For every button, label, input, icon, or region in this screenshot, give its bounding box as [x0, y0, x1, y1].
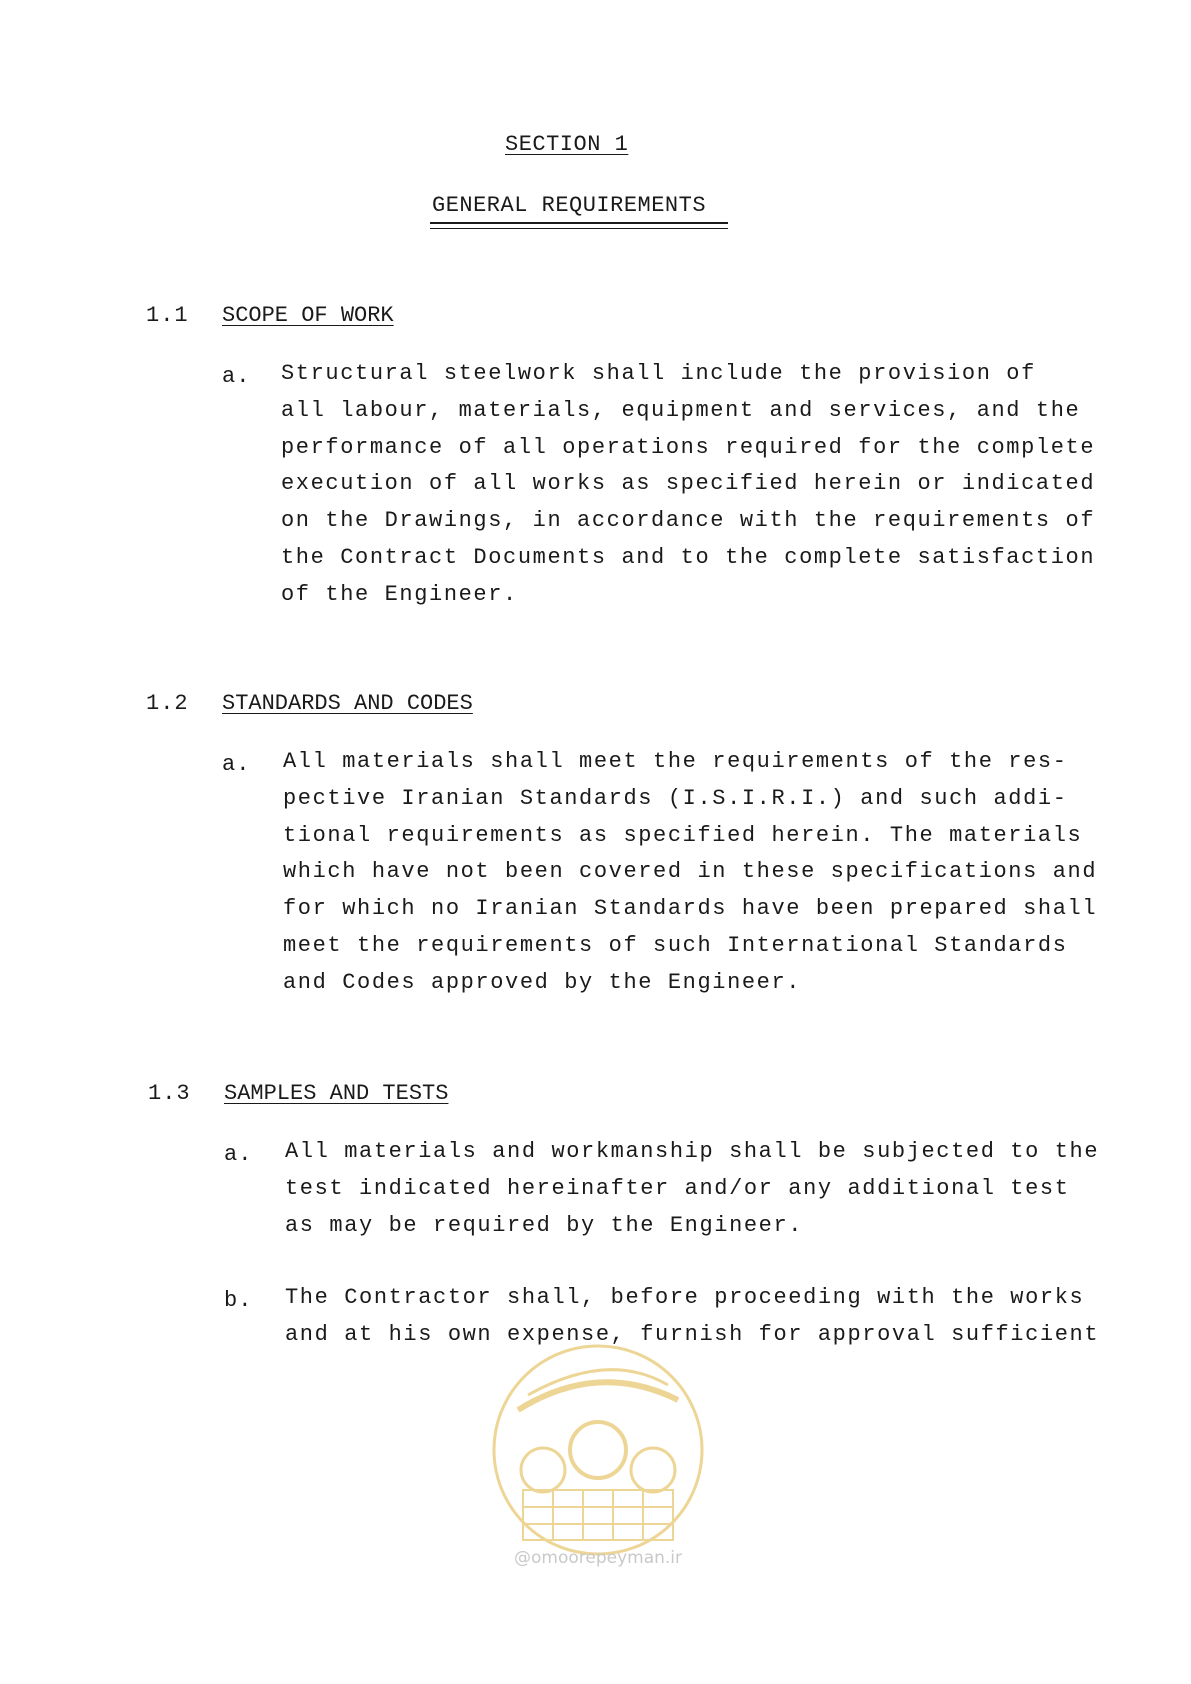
text-line: pective Iranian Standards (I.S.I.R.I.) and such addi-	[283, 785, 1068, 811]
text-line: for which no Iranian Standards have been prepared shall	[283, 896, 1098, 922]
text-line: performance of all operations required for the complete	[281, 434, 1096, 460]
text-line: and Codes approved by the Engineer.	[283, 969, 802, 995]
watermark-seal-icon	[488, 1340, 708, 1560]
paragraph-1-1-a	[281, 356, 1095, 614]
item-letter-1-2-a: a.	[222, 752, 251, 777]
paragraph-1-3-a	[285, 1134, 1099, 1244]
section-label: SECTION 1	[505, 132, 629, 157]
text-line: tional requirements as specified herein. The materials	[283, 822, 1083, 848]
watermark-text: @omoorepeyman.ir	[513, 1548, 683, 1568]
text-line: on the Drawings, in accordance with the requirements of	[281, 508, 1096, 534]
subsection-number-1-2: 1.2	[146, 691, 189, 716]
text-line: the Contract Documents and to the complete satisfaction	[281, 544, 1096, 570]
text-line: all labour, materials, equipment and services, and the	[281, 397, 1081, 423]
subsection-title-1-2: STANDARDS AND CODES	[222, 691, 473, 716]
title-double-underline	[430, 222, 728, 229]
text-line: All materials and workmanship shall be subjected to the	[285, 1139, 1100, 1164]
text-line: The Contractor shall, before proceeding with the works	[285, 1285, 1085, 1310]
subsection-number-1-3: 1.3	[148, 1081, 191, 1106]
text-line: All materials shall meet the requirements of the res-	[283, 749, 1068, 774]
text-line: as may be required by the Engineer.	[285, 1212, 804, 1238]
item-letter-1-3-a: a.	[224, 1142, 253, 1167]
item-letter-1-1-a: a.	[222, 364, 251, 389]
text-line: execution of all works as specified herein or indicated	[281, 471, 1096, 497]
text-line: and at his own expense, furnish for approval sufficient	[285, 1321, 1100, 1347]
text-line: of the Engineer.	[281, 581, 518, 607]
text-line: which have not been covered in these specifications and	[283, 859, 1098, 885]
paragraph-1-2-a	[283, 744, 1097, 1002]
section-title: GENERAL REQUIREMENTS	[432, 193, 707, 218]
text-line: meet the requirements of such International Standards	[283, 932, 1068, 958]
subsection-title-1-1: SCOPE OF WORK	[222, 303, 394, 328]
subsection-title-1-3: SAMPLES AND TESTS	[224, 1081, 449, 1106]
item-letter-1-3-b: b.	[224, 1288, 253, 1313]
text-line: Structural steelwork shall include the provision of	[281, 361, 1036, 386]
subsection-number-1-1: 1.1	[146, 303, 189, 328]
text-line: test indicated hereinafter and/or any additional test	[285, 1175, 1070, 1201]
